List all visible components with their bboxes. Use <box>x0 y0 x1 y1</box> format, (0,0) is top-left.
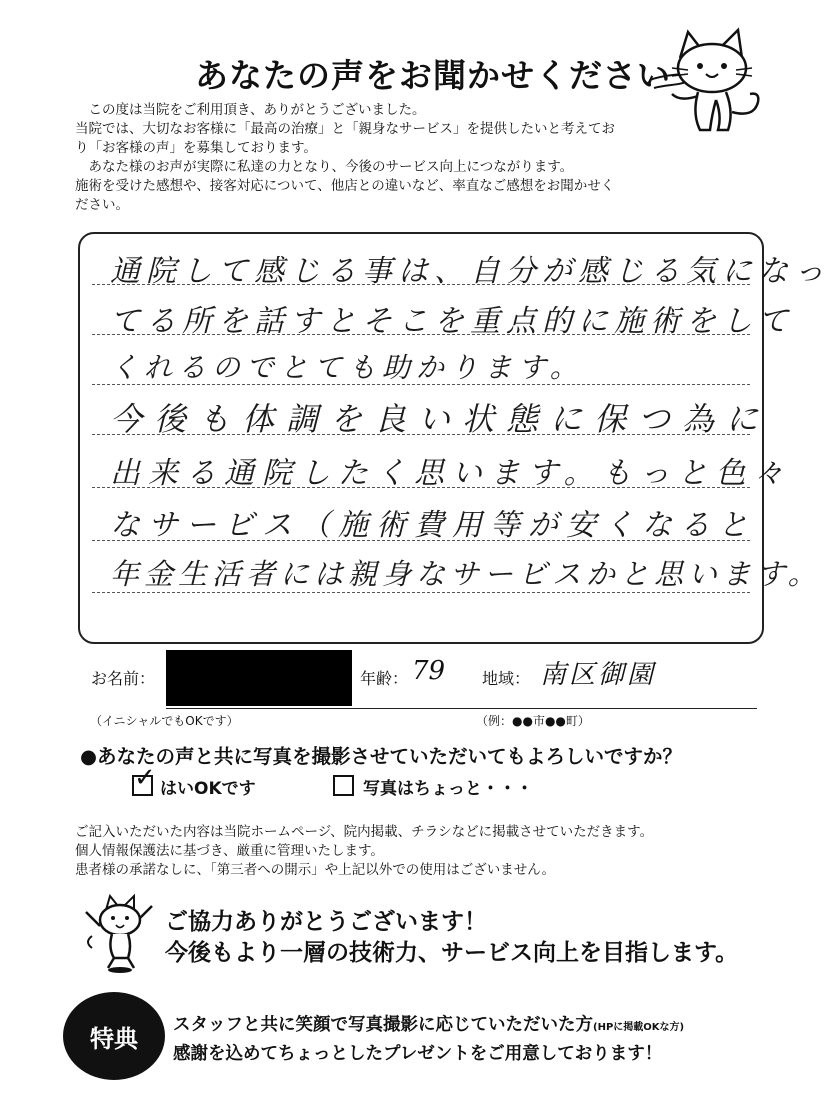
bonus-badge: 特典 <box>63 992 165 1080</box>
disclaimer-line: ご記入いただいた内容は当院ホームページ、院内掲載、チラシなどに掲載させていただきます。 <box>75 824 654 840</box>
option-yes-label: はいOKです <box>160 779 256 799</box>
intro-line: り「お客様の声」を募集しております。 <box>75 140 317 156</box>
intro-line: ださい。 <box>75 197 129 213</box>
bonus-line-1-text: スタッフと共に笑顔で写真撮影に応じていただいた方 <box>173 1015 593 1035</box>
photo-question: ●あなたの声と共に写真を撮影させていただいてもよろしいですか？ <box>80 745 683 768</box>
intro-line: 施術を受けた感想や、接客対応について、他店との違いなど、率直なご感想をお聞かせく <box>75 178 615 194</box>
intro-line: この度は当院をご利用頂き、ありがとうございました。 <box>75 102 426 118</box>
region-label: 地域： <box>482 669 531 688</box>
intro-line: 当院では、大切なお客様に「最高の治療」と「親身なサービス」を提供したいと考えてお <box>75 121 615 137</box>
option-no-label: 写真はちょっと・・・ <box>363 779 533 799</box>
intro-line: あなた様のお声が実際に私達の力となり、今後のサービス向上につながります。 <box>75 159 574 175</box>
disclaimer-line: 患者様の承諾なしに、「第三者への開示」や上記以外での使用はございません。 <box>75 862 556 878</box>
cheering-cat-icon <box>78 892 160 974</box>
comment-box <box>78 232 830 644</box>
handwritten-line: てる所を話すとそこを重点的に施術をして <box>110 304 794 339</box>
disclaimer-line: 個人情報保護法に基づき、厳重に管理いたします。 <box>75 843 384 859</box>
age-label: 年齢： <box>360 669 409 688</box>
region-note: （例：●●市●●町） <box>476 714 590 728</box>
bonus-line-1 <box>173 1011 684 1036</box>
intro-text <box>75 101 765 215</box>
age-value: 79 <box>412 656 446 686</box>
region-value: 南区御園 <box>540 660 657 690</box>
handwritten-line: 年金生活者には親身なサービスかと思います。 <box>110 557 822 591</box>
bonus-line-2: 感謝を込めてちょっとしたプレゼントをご用意しております！ <box>173 1044 663 1064</box>
bonus-line-1-note: (HPに掲載OKな方) <box>593 1022 685 1033</box>
handwritten-line: 今後も体調を良い状態に保つ為に <box>110 400 771 438</box>
no-checkbox[interactable] <box>333 775 354 796</box>
name-redacted <box>166 650 352 706</box>
handwritten-line: 通院して感じる事は、自分が感じる気になっ <box>110 254 830 289</box>
name-underline <box>166 708 352 709</box>
name-label: お名前： <box>91 669 156 688</box>
handwritten-line: 出来る通院したく思います。もっと色々 <box>110 456 792 491</box>
region-underline <box>352 708 757 709</box>
name-note: （イニシャルでもOKです） <box>90 714 239 728</box>
check-mark-icon: ✓ <box>134 763 156 793</box>
handwritten-line: くれるのでとても助かります。 <box>110 351 584 384</box>
page-title: あなたの声をお聞かせください <box>195 56 671 95</box>
disclaimer-text <box>75 823 653 880</box>
thanks-line-1: ご協力ありがとうございます！ <box>165 909 487 935</box>
handwritten-line: なサービス（施術費用等が安くなると <box>110 508 756 543</box>
thanks-line-2: 今後もより一層の技術力、サービス向上を目指します。 <box>165 940 739 966</box>
